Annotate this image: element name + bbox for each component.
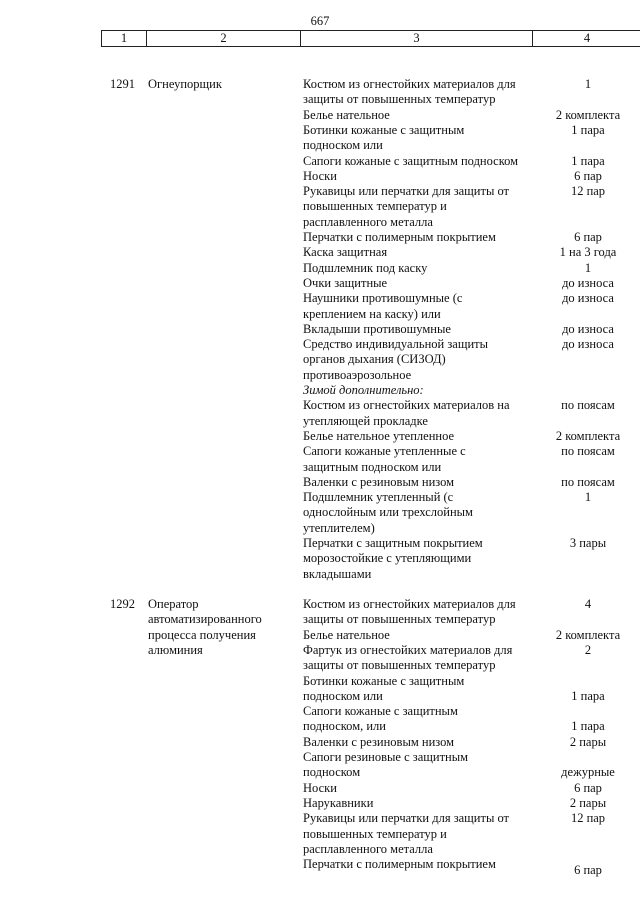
item-text: Очки защитные [303, 275, 388, 290]
item-text: Наушники противошумные (с [303, 291, 463, 306]
item-quantity: по поясам [561, 398, 615, 413]
table-header-row [101, 30, 640, 47]
entry-number: 1292 [110, 597, 135, 611]
item-quantity: по поясам [561, 474, 615, 489]
item-quantity: 2 комплекта [555, 627, 621, 642]
header-column-3: 3 [413, 31, 420, 45]
item-text: органов дыхания (СИЗОД) [303, 352, 446, 367]
item-text: утеплителем) [303, 520, 375, 535]
item-text: Сапоги кожаные с защитным [303, 704, 458, 719]
item-quantity: до износа [562, 337, 614, 352]
item-text: утепляющей прокладке [303, 413, 428, 428]
item-quantity: 1 пара [571, 122, 605, 137]
page-number: 667 [310, 14, 330, 28]
item-text: Перчатки с полимерным покрытием [303, 230, 496, 244]
item-text: Костюм из огнестойких материалов на [303, 398, 510, 413]
item-quantity: 6 пар [574, 168, 602, 183]
item-text: Рукавицы или перчатки для защиты от [303, 811, 510, 826]
item-text: подноском [303, 765, 361, 780]
item-quantity: 12 пар [570, 184, 606, 199]
item-text: Белье нательное [303, 107, 390, 122]
profession-name: алюминия [148, 642, 203, 657]
item-quantity: дежурные [561, 765, 615, 780]
item-quantity: 6 пар [574, 780, 602, 795]
item-text: Фартук из огнестойких материалов для [303, 642, 513, 657]
item-text: Костюм из огнестойких материалов для [303, 77, 516, 91]
item-text: защиты от повышенных температур [303, 612, 496, 627]
item-text: защитным подноском или [303, 459, 442, 474]
item-quantity: 2 пары [569, 795, 607, 810]
item-text: расплавленного металла [303, 214, 433, 229]
item-text: противоаэрозольное [303, 367, 412, 382]
item-quantity: 2 комплекта [555, 428, 621, 443]
item-quantity: 6 пар [574, 863, 602, 878]
header-column-1: 1 [120, 31, 128, 45]
item-quantity: 1 [584, 260, 592, 275]
item-quantity: 2 [584, 642, 592, 657]
item-quantity: 1 пара [571, 153, 605, 168]
item-text: Сапоги резиновые с защитным [303, 750, 469, 764]
item-text: Перчатки с полимерным покрытием [303, 857, 496, 872]
item-text: Костюм из огнестойких материалов для [303, 597, 516, 611]
profession-name: процесса получения [148, 627, 256, 642]
item-text: Подшлемник под каску [303, 260, 428, 275]
item-text: Белье нательное [303, 627, 390, 642]
item-text: Каска защитная [303, 245, 388, 260]
item-text: Ботинки кожаные с защитным [303, 673, 465, 688]
item-text: Носки [303, 168, 337, 183]
item-text: защиты от повышенных температур [303, 658, 496, 673]
item-text: морозостойкие с утепляющими [303, 551, 472, 566]
item-quantity: 4 [584, 597, 592, 611]
item-text: креплением на каску) или [303, 306, 441, 321]
item-text: Перчатки с защитным покрытием [303, 536, 483, 550]
item-quantity: 1 [584, 490, 592, 505]
item-text: повышенных температур и [303, 199, 447, 214]
item-text: Валенки с резиновым низом [303, 474, 455, 489]
item-text: Вкладыши противошумные [303, 321, 451, 336]
profession-name: автоматизированного [148, 612, 262, 627]
item-text: Носки [303, 780, 337, 795]
item-quantity: до износа [562, 321, 614, 336]
profession-name: Оператор [148, 597, 199, 611]
item-quantity: до износа [562, 275, 614, 290]
item-text: защиты от повышенных температур [303, 92, 496, 107]
item-quantity: 6 пар [574, 230, 602, 244]
item-text: Валенки с резиновым низом [303, 734, 455, 749]
item-quantity: 3 пары [569, 536, 607, 550]
item-quantity: 1 [584, 77, 592, 91]
item-quantity: 12 пар [570, 811, 606, 826]
item-text: повышенных температур и [303, 826, 447, 841]
item-text: Сапоги кожаные утепленные с [303, 444, 466, 459]
item-text: Ботинки кожаные с защитным [303, 122, 465, 137]
item-text: подноском или [303, 138, 383, 153]
profession-name: Огнеупорщик [148, 77, 222, 91]
item-quantity: до износа [562, 291, 614, 306]
item-quantity: 1 пара [571, 719, 605, 734]
item-quantity: по поясам [561, 444, 615, 459]
item-text: расплавленного металла [303, 841, 433, 856]
item-text: вкладышами [303, 566, 372, 581]
item-text: подноском, или [303, 719, 386, 734]
item-quantity: 1 пара [571, 688, 605, 703]
item-text: Белье нательное утепленное [303, 428, 455, 443]
item-quantity: 1 на 3 года [559, 245, 617, 260]
item-quantity: 2 пары [569, 734, 607, 749]
item-text: Рукавицы или перчатки для защиты от [303, 184, 510, 199]
item-text: однослойным или трехслойным [303, 505, 473, 520]
item-text: Подшлемник утепленный (с [303, 490, 454, 505]
item-text: Сапоги кожаные с защитным подноском [303, 153, 519, 168]
header-column-4: 4 [583, 31, 591, 45]
item-quantity: 2 комплекта [555, 107, 621, 122]
section-label: Зимой дополнительно: [303, 383, 424, 397]
header-column-2: 2 [220, 31, 227, 45]
item-text: подноском или [303, 688, 383, 703]
item-text: Средство индивидуальной защиты [303, 337, 489, 352]
item-text: Нарукавники [303, 795, 374, 810]
entry-number: 1291 [110, 77, 135, 91]
